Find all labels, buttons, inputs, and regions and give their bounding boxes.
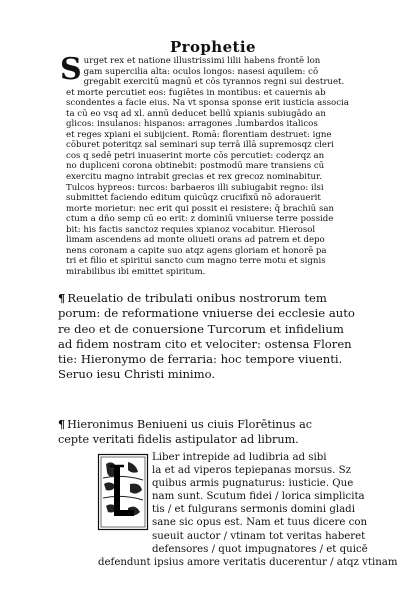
prophecy-text-block <box>60 52 356 277</box>
text-line-content: Reuelatio de tribulati onibus nostrorum tem <box>67 291 327 305</box>
text-line: tis / et fulgurans sermonis domini gladi <box>152 504 355 516</box>
text-line: defendunt ipsius amore veritatis ducerentur / atqz vtinam <box>98 556 398 568</box>
text-line-content: Hieronimus Beniueni us ciuis Florētinus ac <box>67 418 313 431</box>
decorated-drop-letter-s: S <box>60 52 82 87</box>
text-line: et reges xpiani ei subijcient. Romā: florentiam destruet: igne <box>66 129 332 140</box>
text-line: nam sunt. Scutum fidei / lorica simplicita <box>152 491 365 503</box>
text-line: mirabilibus ibi emittet spiritum. <box>66 266 206 277</box>
text-line: ad fidem nostram cito et velociter: ostensa Floren <box>58 336 352 351</box>
text-line: bit: his factis sanctoz requies xpianoz vocabitur. Hierosol <box>66 224 316 235</box>
page-header-title: Prophetie <box>170 38 256 56</box>
text-line: defensores / quot impugnatores / et quicē <box>152 543 368 555</box>
text-line: glicos: insulanos: hispanos: arragones .lumbardos italicos <box>66 119 318 130</box>
text-line: quibus armis pugnaturus: iusticie. Que <box>152 478 354 490</box>
pilcrow-mark: ¶ <box>58 417 66 431</box>
text-line: la et ad viperos tepiepanas morsus. Sz <box>152 465 351 477</box>
text-line: no dupliceni corona obtinebit: postmodū mare transiens cū <box>66 161 325 172</box>
revelation-title-block <box>58 291 358 383</box>
pilcrow-mark: ¶ <box>58 291 66 305</box>
text-line: gregabit exercitū magnū et cōs tyrannos regni sui destruet. <box>83 77 345 88</box>
benivieni-dedication-block <box>58 417 358 447</box>
text-line: porum: de reformatione vniuerse dei ecclesie auto <box>58 306 355 321</box>
text-line: scondentes a facie eius. Na vt sponsa sponse erit iusticia associa <box>66 98 349 109</box>
text-line: et morte percutiet eos: fugiētes in montibus: et cauernis ab <box>66 87 326 98</box>
text-line: ctum a dño semp cū eo erit: z dominiū vniuerse terre posside <box>66 214 334 225</box>
text-line: cepte veritati fidelis astipulator ad librum. <box>58 433 299 446</box>
text-line: tri et filio et spiritui sancto cum magno terre motu et signis <box>66 256 326 267</box>
text-line: Seruo iesu Christi minimo. <box>58 367 216 382</box>
text-line: exercitu magno intrabit grecias et rex grecoz nominabitur. <box>66 172 322 183</box>
text-line <box>58 417 358 432</box>
text-line: morte morietur: nec erit qui possit ei resistere: q̄ brachiū san <box>66 203 335 214</box>
text-line: ta cū eo vsq ad xl. annū deducet bellū xpianis subiugādo an <box>66 108 326 119</box>
text-line: cos q sedē petri inuaserint morte cōs percutiet: coderqz an <box>66 150 325 161</box>
decorated-initial-l <box>98 454 148 530</box>
text-line: urget rex et natione illustrissimi lilii habens frontē lon <box>83 56 321 66</box>
text-line: sueuit auctor / vtinam tot veritas haberet <box>152 530 366 542</box>
text-line: nens coronam a capite suo atqz agens gloriam et honorē pa <box>66 245 327 256</box>
text-line: limam ascendens ad monte oliueti orans ad patrem et depo <box>66 235 325 246</box>
text-line: gam supercilia alta: oculos longos: nasesi aquilem: cō <box>83 66 319 77</box>
text-line: cōburet poteritqz sal seminari sup terrā illā supremosqz cleri <box>66 140 334 151</box>
text-line: submittet faciendo editum quicūqz crucifixū nō adorauerit <box>66 193 321 204</box>
floral-initial-l-icon <box>98 454 148 530</box>
text-line: re deo et de conuersione Turcorum et infidelium <box>58 321 344 336</box>
text-line: sane sic opus est. Nam et tuus dicere con <box>152 517 368 529</box>
text-line: tie: Hieronymo de ferraria: hoc tempore viuenti. <box>58 352 343 367</box>
text-line: Tulcos hypreos: turcos: barbaeros illi subiugabit regno: ilsi <box>66 182 324 193</box>
text-line <box>58 291 358 306</box>
text-line: Liber intrepide ad ludibria ad sibi <box>152 452 327 463</box>
liber-address-block <box>98 451 398 569</box>
